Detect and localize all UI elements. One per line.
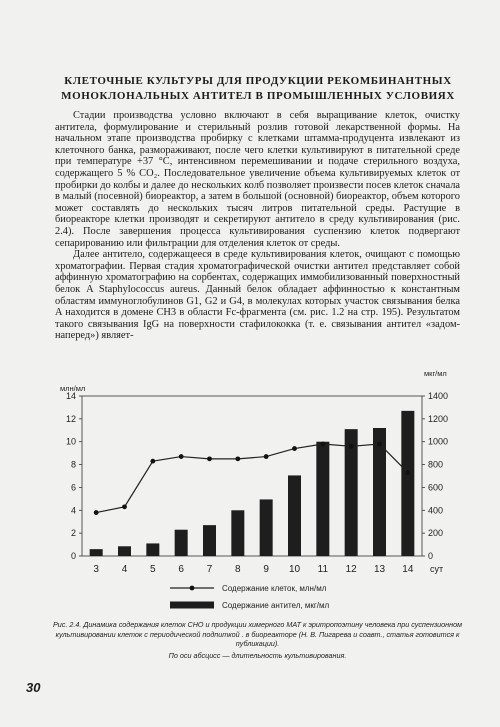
cell-count-point [377, 442, 382, 447]
left-axis-tick-label: 8 [70, 459, 76, 470]
cell-count-point [179, 454, 184, 459]
x-tick-label: 6 [178, 564, 184, 575]
antibody-bar [288, 475, 301, 556]
cell-count-line [96, 444, 408, 513]
right-axis-label: мкг/мл [424, 369, 447, 378]
left-axis-tick-label: 14 [65, 391, 76, 401]
antibody-bar [401, 411, 414, 556]
caption-text: Рис. 2.4. Динамика содержания клеток CHO и продукции химерного MAT к эритропоэтину человека при суспензионном культивировании клеток с периодической подпиткой . в биореакторе (Н. В. Пигарева и соавт., статья готовится к публикации). [53, 620, 462, 649]
paragraph-1: Стадии производства условно включают в себя выращивание клеток, очистку антитела, формулирование и стерильный розлив готовой лекарственной формы. На начальном этапе производства пробирку с клетками штамма-продуцента извлекают из клеточного банка, размораживают, после чего клетки культивируют в питательной среде при температуре +37 °С, интенсивном перемешивании и подаче стерильного воздуха, содержащего 5 % CO₂. Последовательное увеличение объема культивируемых клеток от пробирки до колбы и далее до нескольких колб позволяет произвести посев клеток сначала в малый (посевной) биореактор, а затем в большой (основной) биореактор, объем которого может составлять до нескольких тысяч литров питательной среды. Растущие в биореакторе клетки производят и секретируют антитело в среду культивирования (рис. 2.4). После завершения процесса культивирования суспензию клеток подвергают сепарированию или фильтрации для отделения клеток от среды. [55, 110, 460, 249]
x-tick-label: 4 [121, 564, 128, 575]
right-axis-tick-label: 1200 [428, 413, 449, 424]
right-axis-tick-label: 0 [428, 551, 434, 561]
cell-count-point [235, 456, 240, 461]
cell-count-point [264, 454, 269, 459]
left-axis-tick-label: 10 [65, 436, 76, 447]
right-axis-tick-label: 1000 [428, 436, 449, 447]
cell-count-point [405, 470, 410, 475]
cell-count-point [320, 442, 325, 447]
right-axis-tick-label: 1400 [428, 391, 449, 401]
cell-count-point [122, 504, 127, 509]
right-axis-tick-label: 600 [428, 482, 444, 493]
left-axis-label: млн/мл [60, 384, 86, 393]
right-axis-tick-label: 400 [428, 505, 444, 516]
antibody-bar [316, 442, 329, 556]
x-tick-label: 11 [317, 564, 329, 575]
antibody-bar [90, 549, 103, 556]
x-tick-label: 9 [263, 564, 269, 575]
antibody-bar [146, 543, 159, 556]
x-tick-label: 14 [402, 564, 414, 575]
legend-bar-label: Содержание антител, мкг/мл [222, 601, 330, 610]
antibody-bar [175, 530, 188, 556]
legend-point-symbol [190, 586, 195, 591]
antibody-bar [118, 546, 131, 556]
left-axis-tick-label: 12 [65, 413, 76, 424]
body-text [55, 110, 460, 342]
legend-bar-symbol [170, 602, 214, 609]
x-tick-label: 7 [206, 564, 213, 575]
caption-note: По оси абсцисс — длительность культивирования. [168, 650, 347, 660]
right-axis-tick-label: 800 [428, 459, 444, 470]
cell-count-point [349, 444, 354, 449]
antibody-bar [231, 510, 244, 556]
figure-2-4-chart [60, 344, 480, 616]
left-axis-tick-label: 4 [70, 505, 76, 516]
x-unit-label: сут [430, 564, 444, 574]
antibody-bar [260, 499, 273, 556]
cell-count-point [207, 456, 212, 461]
x-tick-label: 3 [93, 564, 99, 575]
page-number: 30 [26, 680, 41, 695]
cell-count-point [94, 510, 99, 515]
cell-count-point [150, 459, 155, 464]
antibody-bar [203, 525, 216, 556]
right-axis-tick-label: 200 [428, 528, 444, 539]
figure-caption [50, 620, 465, 660]
legend-line-label: Содержание клеток, млн/мл [222, 584, 327, 593]
x-tick-label: 5 [150, 564, 156, 575]
antibody-bar [373, 428, 386, 556]
section-heading: КЛЕТОЧНЫЕ КУЛЬТУРЫ ДЛЯ ПРОДУКЦИИ РЕКОМБИНАНТНЫХ МОНОКЛОНАЛЬНЫХ АНТИТЕЛ В ПРОМЫШЛЕННЫХ УСЛОВИЯХ [61, 75, 455, 102]
cell-count-point [292, 446, 297, 451]
plot-frame [82, 396, 422, 556]
left-axis-tick-label: 2 [70, 528, 76, 539]
x-tick-label: 12 [345, 564, 357, 575]
left-axis-tick-label: 0 [70, 551, 76, 561]
x-tick-label: 8 [235, 564, 241, 575]
x-tick-label: 10 [288, 564, 301, 575]
paragraph-2: Далее антитело, содержащееся в среде культивирования клеток, очищают с помощью хроматографии. Первая стадия хроматографической очистки антител представляет собой аффинную хроматографию на сорбентах, содержащих иммобилизованный поверхностный белок A Staphylococcus aureus. Данный белок обладает аффинностью к константным областям иммуноглобулинов G1, G2 и G4, в молекулах которых участок связывания белка A находится в домене CH3 в области Fc-фрагмента (см. рис. 1.2 на стр. 195). Результатом такого связывания IgG на поверхности стафилококка (т. е. связывания антител «задом-наперед») являет- [55, 249, 460, 342]
left-axis-tick-label: 6 [70, 482, 76, 493]
x-tick-label: 13 [373, 564, 386, 575]
